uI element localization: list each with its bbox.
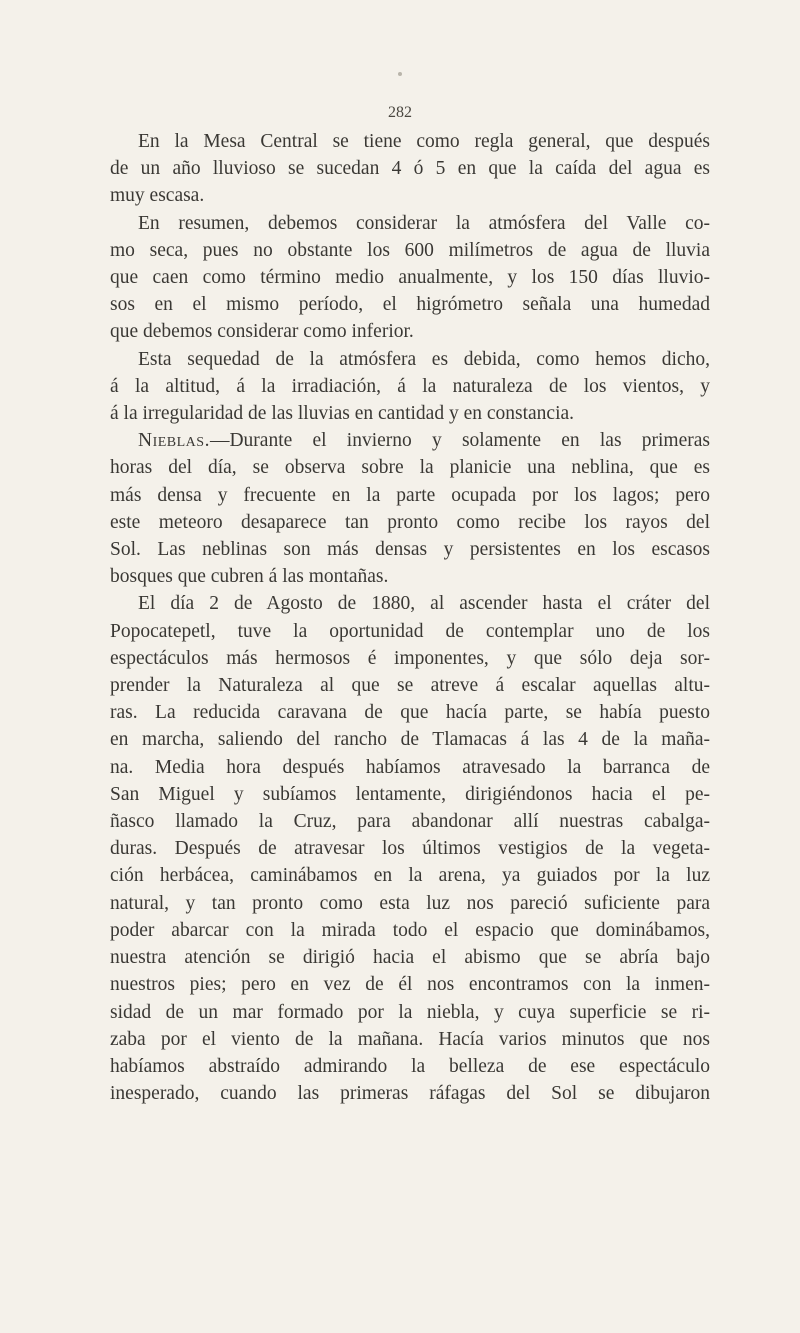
text-line: zaba por el viento de la mañana. Hacía varios minutos que nos — [110, 1028, 710, 1050]
text-line: habíamos abstraído admirando la belleza de ese espectáculo — [110, 1055, 710, 1077]
text-line: á la irregularidad de las lluvias en cantidad y en constancia. — [110, 403, 575, 425]
text-line: inesperado, cuando las primeras ráfagas del Sol se dibujaron — [110, 1083, 710, 1105]
text-line: ñasco llamado la Cruz, para abandonar allí nuestras cabalga- — [110, 811, 710, 833]
text-line: este meteoro desaparece tan pronto como recibe los rayos del — [110, 511, 710, 533]
text-line: Esta sequedad de la atmósfera es debida, como hemos dicho, — [138, 348, 710, 370]
text-line: Sol. Las neblinas son más densas y persistentes en los escasos — [110, 539, 710, 561]
text-line: En la Mesa Central se tiene como regla general, que después — [138, 131, 710, 152]
text-line: en marcha, saliendo del rancho de Tlamacas á las 4 de la maña- — [110, 729, 710, 751]
text-line: prender la Naturaleza al que se atreve á escalar aquellas altu- — [110, 675, 710, 697]
text-line: nuestros pies; pero en vez de él nos encontramos con la inmen- — [110, 974, 710, 996]
text-line: ras. La reducida caravana de que hacía parte, se había puesto — [110, 702, 710, 724]
text-line: sos en el mismo período, el higrómetro señala una humedad — [110, 294, 710, 316]
text-line: En resumen, debemos considerar la atmósfera del Valle co- — [138, 212, 710, 234]
text-line: que caen como término medio anualmente, y los 150 días lluvio- — [110, 267, 710, 289]
section-heading: Nieblas. — [138, 430, 210, 452]
text-line: bosques que cubren á las montañas. — [110, 566, 389, 588]
text-line: muy escasa. — [110, 185, 205, 207]
text-line: espectáculos más hermosos é imponentes, y que sólo deja sor- — [110, 647, 710, 669]
text-line: que debemos considerar como inferior. — [110, 321, 414, 343]
text-line — [110, 427, 710, 454]
page-number: 282 — [388, 104, 412, 121]
text-line: más densa y frecuente en la parte ocupada por los lagos; pero — [110, 484, 710, 506]
text-line: natural, y tan pronto como esta luz nos pareció suficiente para — [110, 892, 710, 914]
text-line: sidad de un mar formado por la niebla, y cuya superficie se ri- — [110, 1001, 710, 1023]
text-line: nuestra atención se dirigió hacia el abismo que se abría bajo — [110, 947, 710, 969]
text-line: á la altitud, á la irradiación, á la naturaleza de los vientos, y — [110, 375, 710, 397]
text-line: duras. Después de atravesar los últimos vestigios de la vegeta- — [110, 838, 710, 860]
text-line: na. Media hora después habíamos atravesado la barranca de — [110, 756, 710, 778]
paper-speck — [398, 72, 402, 76]
body-text — [110, 128, 710, 1107]
text-run: —Durante el invierno y solamente en las primeras — [209, 430, 710, 452]
text-line: San Miguel y subíamos lentamente, dirigiéndonos hacia el pe- — [110, 783, 710, 805]
text-line: poder abarcar con la mirada todo el espacio que dominábamos, — [110, 919, 710, 941]
text-line: Popocatepetl, tuve la oportunidad de contemplar uno de los — [110, 620, 710, 642]
text-line: de un año lluvioso se sucedan 4 ó 5 en que la caída del agua es — [110, 158, 710, 180]
text-line: mo seca, pues no obstante los 600 milímetros de agua de lluvia — [110, 239, 710, 261]
text-line: El día 2 de Agosto de 1880, al ascender hasta el cráter del — [138, 593, 710, 615]
text-line: ción herbácea, caminábamos en la arena, ya guiados por la luz — [110, 865, 710, 887]
text-line: horas del día, se observa sobre la planicie una neblina, que es — [110, 457, 710, 479]
